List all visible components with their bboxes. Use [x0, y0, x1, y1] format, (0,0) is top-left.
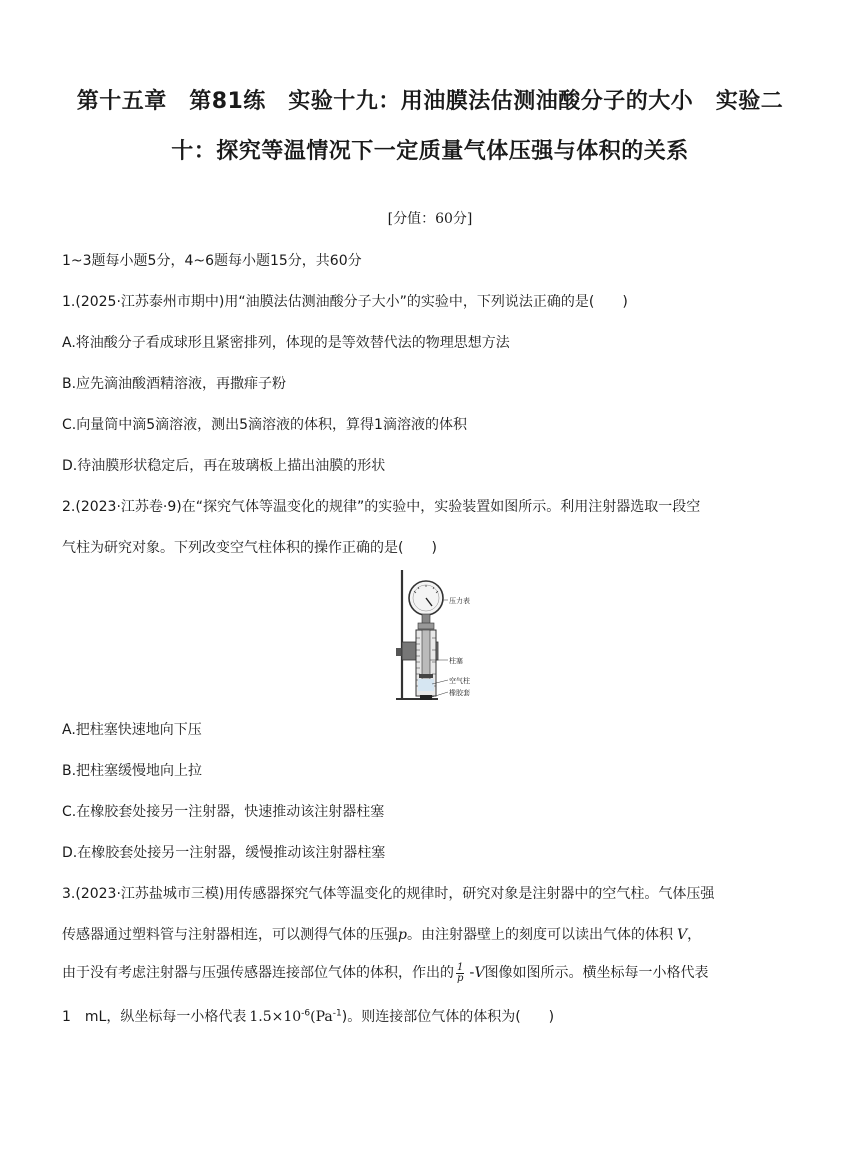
q3-line-1: 3.(2023·江苏盐城市三模)用传感器探究气体等温变化的规律时，研究对象是注射器中的空气柱。气体压强	[62, 886, 715, 902]
q3-line-3-part-c: 图像如图所示。横坐标每一小格代表	[484, 965, 709, 981]
plunger-rod	[422, 630, 430, 680]
q3-line-2-part-c: ，	[687, 927, 702, 943]
exponent-neg-6: -6	[301, 1008, 311, 1019]
score-note: [分值：60分]	[387, 211, 473, 227]
q2-option-d: D.在橡胶套处接另一注射器，缓慢推动该注射器柱塞	[62, 845, 386, 861]
page-title-line-1: 第十五章 第81练 实验十九：用油膜法估测油酸分子的大小 实验二	[76, 89, 784, 114]
q3-line-3	[62, 962, 709, 984]
var-volume: V	[676, 927, 688, 943]
q2-option-a: A.把柱塞快速地向下压	[62, 722, 202, 738]
q2-option-b: B.把柱塞缓慢地向上拉	[62, 763, 203, 779]
q1-option-c: C.向量筒中滴5滴溶液，测出5滴溶液的体积，算得1滴溶液的体积	[62, 417, 467, 433]
q3-line-4-part-b: 1.5×10	[249, 1009, 302, 1025]
label-rubber-cap: 橡胶套	[449, 689, 470, 697]
exponent-neg-1: -1	[332, 1008, 342, 1019]
q1-option-b: B.应先滴油酸酒精溶液，再撒痱子粉	[62, 376, 287, 392]
intro-text: 1~3题每小题5分，4~6题每小题15分，共60分	[62, 253, 362, 269]
plunger-head	[419, 674, 433, 678]
q1-option-d: D.待油膜形状稳定后，再在玻璃板上描出油膜的形状	[62, 458, 386, 474]
label-pressure-gauge: 压力表	[449, 597, 470, 605]
q3-line-4-part-d: )。则连接部位气体的体积为( )	[341, 1009, 555, 1025]
q3-line-2	[62, 924, 701, 944]
fraction-numerator: 1	[457, 961, 464, 973]
q1-option-a: A.将油酸分子看成球形且紧密排列，体现的是等效替代法的物理思想方法	[62, 335, 510, 351]
var-pressure: p	[398, 927, 407, 943]
label-plunger: 柱塞	[449, 657, 463, 665]
q2-stem-line-2: 气柱为研究对象。下列改变空气柱体积的操作正确的是( )	[62, 540, 437, 556]
q1-stem: 1.(2025·江苏泰州市期中)用“油膜法估测油酸分子大小”的实验中，下列说法正确的是( )	[62, 294, 628, 310]
q3-line-4-part-a: 1 mL，纵坐标每一小格代表	[62, 1009, 247, 1025]
q3-line-2-part-a: 传感器通过塑料管与注射器相连，可以测得气体的压强	[62, 927, 398, 943]
label-air-column: 空气柱	[449, 677, 470, 685]
q3-line-3-part-a: 由于没有考虑注射器与压强传感器连接部位气体的体积，作出的	[62, 965, 454, 981]
syringe-apparatus-figure	[392, 568, 512, 703]
rubber-cap	[420, 695, 432, 700]
q2-option-c: C.在橡胶套处接另一注射器，快速推动该注射器柱塞	[62, 804, 385, 820]
fraction-denominator: p	[456, 972, 464, 984]
q3-line-4	[62, 1006, 554, 1026]
q3-line-4-part-c: (Pa	[310, 1009, 333, 1025]
q3-line-2-part-b: 。由注射器壁上的刻度可以读出气体的体积	[406, 927, 673, 943]
fraction-one-over-p	[456, 963, 464, 984]
q3-line-3-dash: -	[469, 965, 475, 981]
q2-stem-line-1: 2.(2023·江苏卷·9)在“探究气体等温变化的规律”的实验中，实验装置如图所示。利用注射器选取一段空	[62, 499, 701, 515]
page-title-line-2: 十：探究等温情况下一定质量气体压强与体积的关系	[171, 139, 689, 164]
var-volume-axis: V	[474, 965, 485, 981]
air-column	[418, 679, 434, 691]
